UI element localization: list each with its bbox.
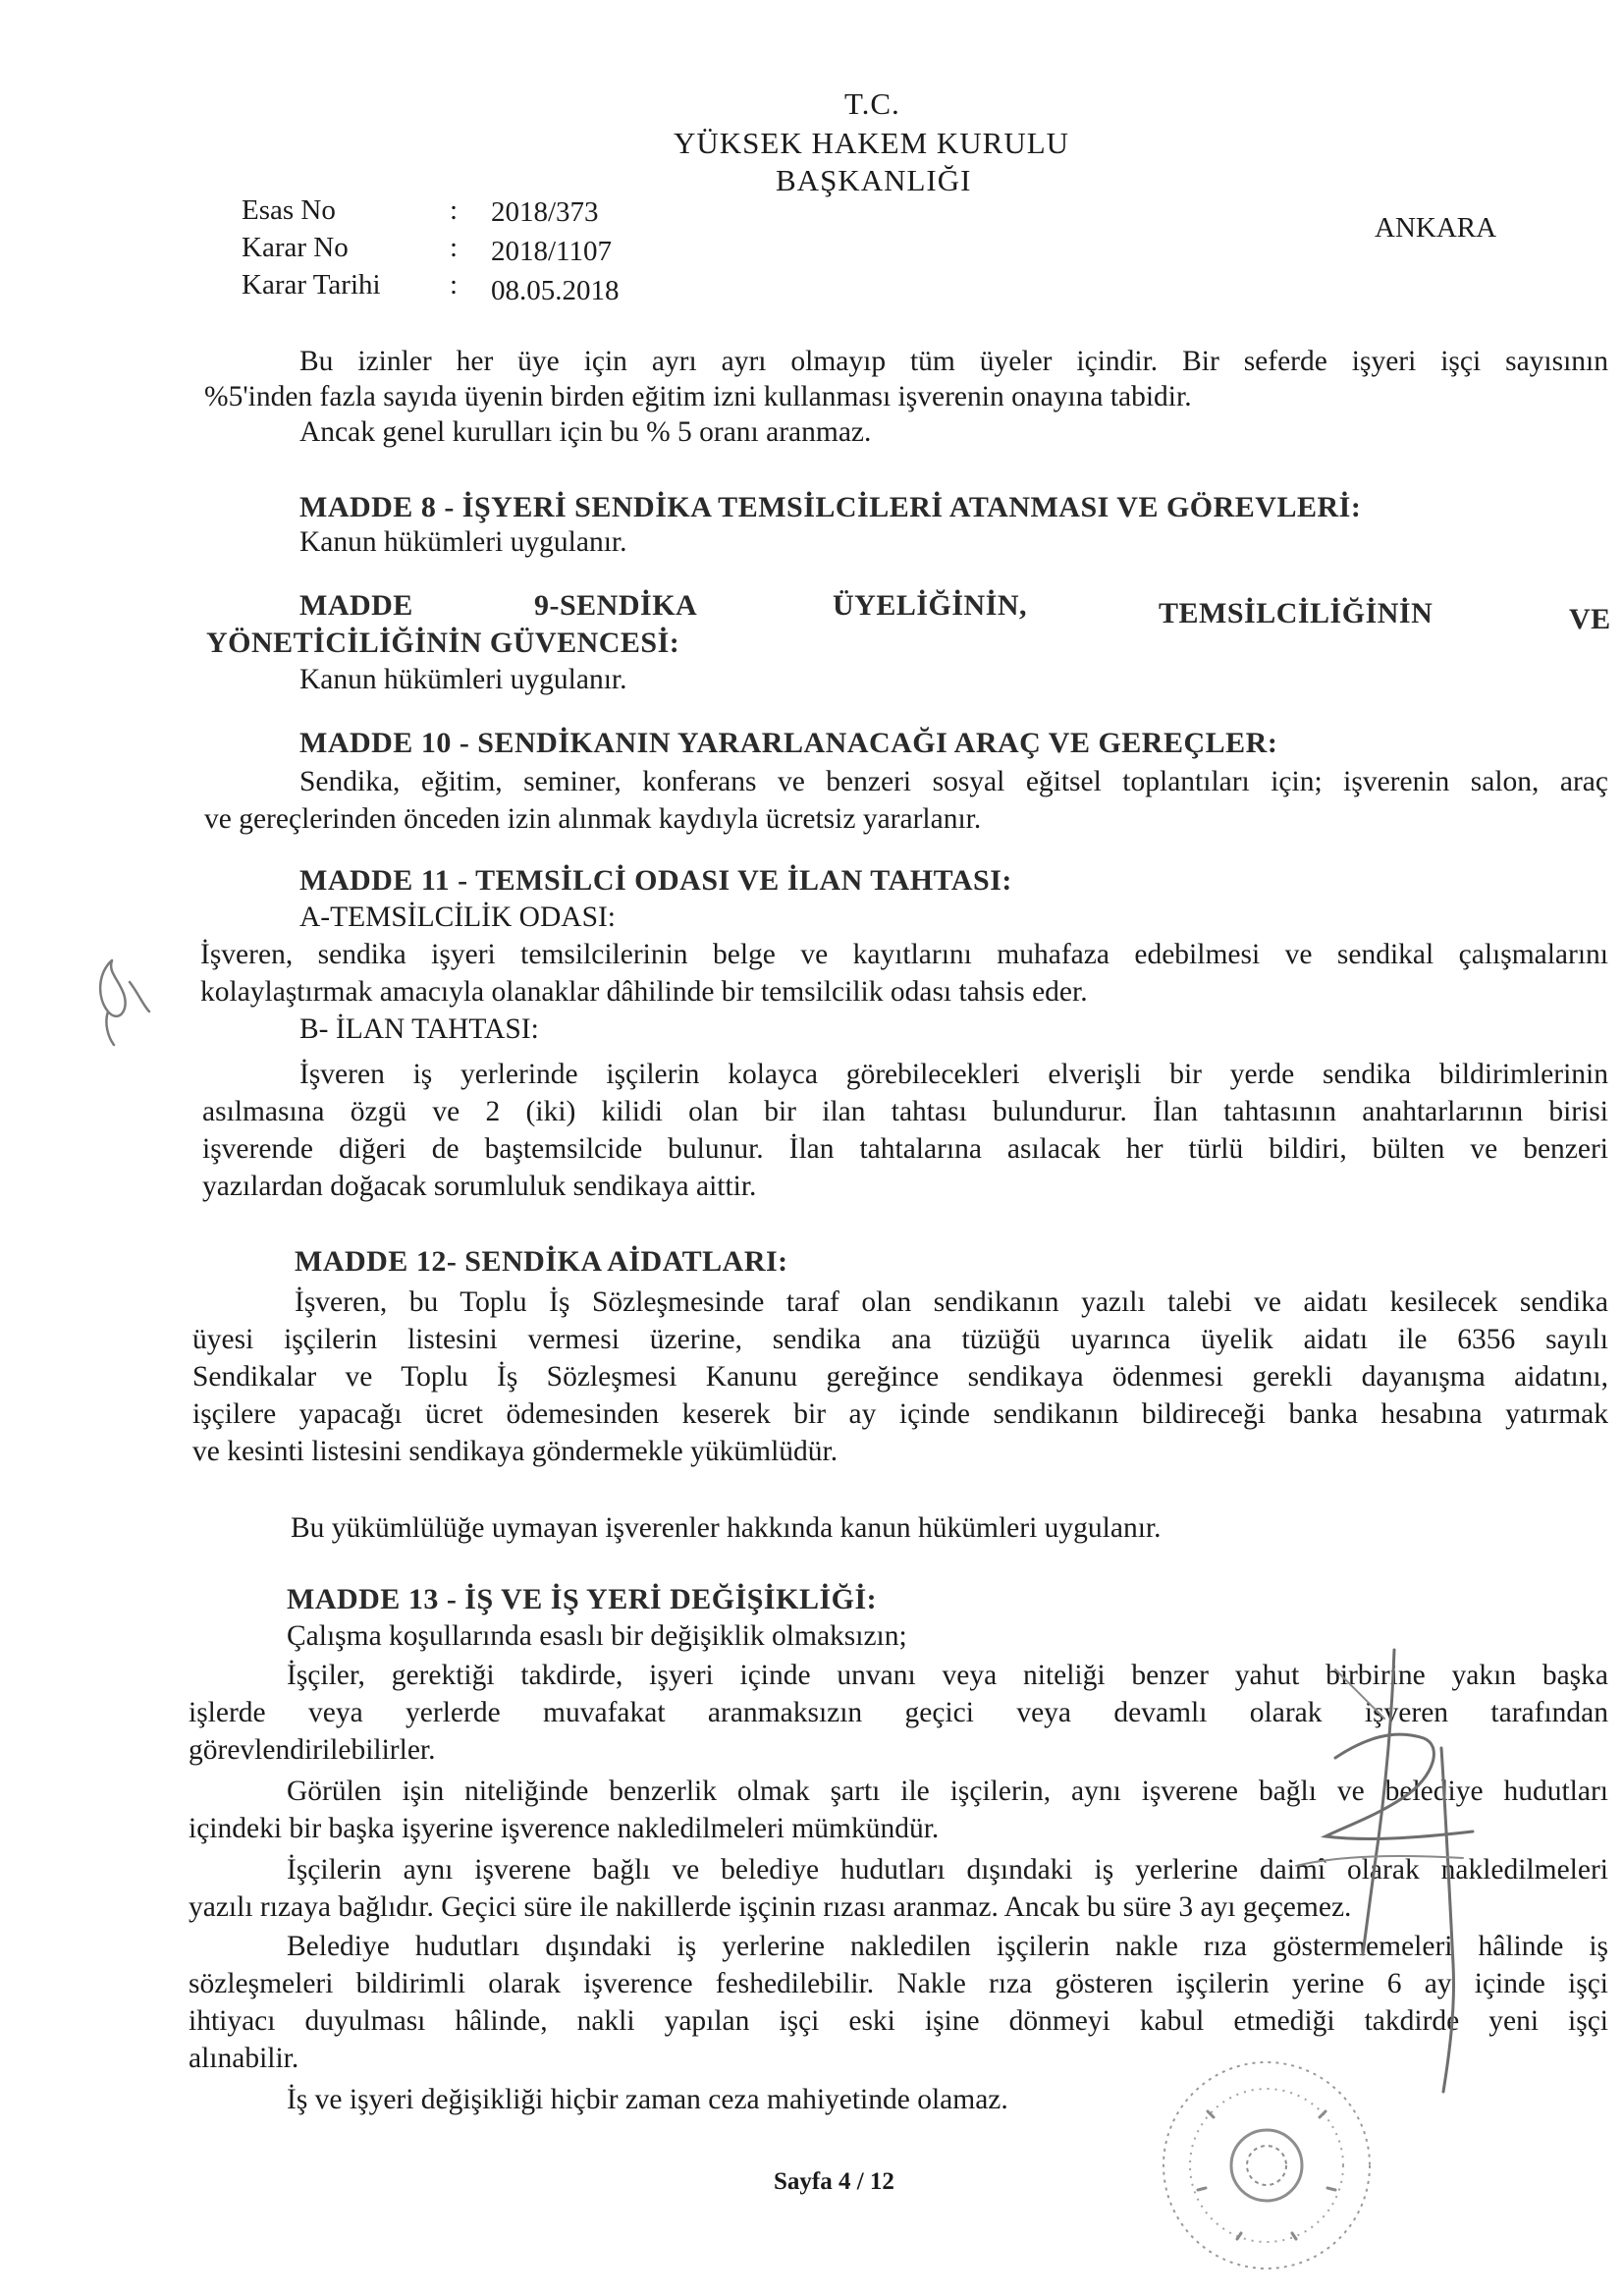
- madde-13-p5-line-2: sözleşmeleri bildirimli olarak işverence feshedilebilir. Nakle rıza gösteren işçilerin yerine 6 ay içinde işçi: [189, 1968, 1608, 1999]
- madde-11-b-line-3: işverende diğeri de baştemsilcide bulunur. İlan tahtalarına asılacak her türlü bildiri, bülten ve benzeri: [202, 1133, 1608, 1165]
- madde-13-p5-line-4: alınabilir.: [189, 2043, 299, 2074]
- madde-13-p1: Çalışma koşullarında esaslı bir değişiklik olmaksızın;: [287, 1620, 907, 1652]
- madde-11-b-line-2: asılmasına özgü ve 2 (iki) kilidi olan bir ilan tahtası bulundurur. İlan tahtasının anahtarlarının birisi: [202, 1096, 1608, 1127]
- tarih-label: Karar Tarihi: [242, 269, 381, 301]
- madde-13-heading: MADDE 13 - İŞ VE İŞ YERİ DEĞİŞİKLİĞİ:: [287, 1583, 878, 1615]
- madde-9-text: Kanun hükümleri uygulanır.: [299, 664, 627, 695]
- madde-11-b-line-4: yazılardan doğacak sorumluluk sendikaya aittir.: [202, 1171, 757, 1202]
- madde-10-line-1: Sendika, eğitim, seminer, konferans ve benzeri sosyal eğitsel toplantıları için; işverenin salon, araç: [299, 766, 1608, 797]
- intro-line-1: Bu izinler her üye için ayrı ayrı olmayıp tüm üyeler içindir. Bir seferde işyeri işçi sayısının: [299, 346, 1608, 377]
- header-country: T.C.: [844, 86, 900, 121]
- madde-8-text: Kanun hükümleri uygulanır.: [299, 526, 627, 558]
- madde-11-a-line-1: İşveren, sendika işyeri temsilcilerinin belge ve kayıtlarını muhafaza edebilmesi ve sendikal çalışmalarını: [200, 939, 1608, 970]
- madde-11-b-line-1: İşveren iş yerlerinde işçilerin kolayca görebilecekleri elverişli bir yerde sendika bildirimlerinin: [299, 1059, 1608, 1090]
- madde-13-p4-line-1: İşçilerin aynı işverene bağlı ve belediye hudutları dışındaki iş yerlerine daimî olarak nakledilmeleri: [287, 1854, 1608, 1886]
- madde-13-p2-line-2: işlerde veya yerlerde muvafakat aranmaksızın geçici veya devamlı olarak işveren tarafından: [189, 1697, 1608, 1728]
- tarih-sep: :: [450, 269, 459, 301]
- madde-11-sub-a: A-TEMSİLCİLİK ODASI:: [299, 902, 617, 933]
- header-city: ANKARA: [1375, 212, 1497, 244]
- madde-13-p4-line-2: yazılı rızaya bağlıdır. Geçici süre ile nakillerde işçinin rızası aranmaz. Ancak bu süre 3 ayı geçemez.: [189, 1891, 1352, 1923]
- madde-13-p2-line-3: görevlendirilebilirler.: [189, 1734, 436, 1766]
- madde-12-line-3: Sendikalar ve Toplu İş Sözleşmesi Kanunu gereğince sendikaya ödenmesi gerekli dayanışma aidatını,: [192, 1361, 1608, 1393]
- madde-9-heading-word: MADDE: [299, 589, 413, 622]
- stamp-icon: [1129, 2043, 1404, 2288]
- karar-value: 2018/1107: [491, 236, 612, 267]
- madde-10-line-2: ve gereçlerinden önceden izin alınmak kaydıyla ücretsiz yararlanır.: [204, 803, 982, 835]
- esas-label: Esas No: [242, 194, 336, 226]
- madde-12-line-2: üyesi işçilerin listesini vermesi üzerine, sendika ana tüzüğü uyarınca üyelik aidatı ile 6356 sayılı: [192, 1324, 1608, 1355]
- header-authority-2: BAŞKANLIĞI: [776, 163, 972, 197]
- madde-13-p5-line-3: ihtiyacı duyulması hâlinde, nakli yapılan işçi eski işine dönmeyi kabul etmediği takdirde yeni işçi: [189, 2005, 1608, 2037]
- madde-12-para-2: Bu yükümlülüğe uymayan işverenler hakkında kanun hükümleri uygulanır.: [291, 1512, 1162, 1544]
- tarih-value: 08.05.2018: [491, 275, 620, 306]
- madde-13-p3-line-1: Görülen işin niteliğinde benzerlik olmak şartı ile işçilerin, aynı işverene bağlı ve belediye hudutları: [287, 1776, 1608, 1807]
- madde-13-p6: İş ve işyeri değişikliği hiçbir zaman ceza mahiyetinde olamaz.: [287, 2084, 1008, 2115]
- madde-12-line-5: ve kesinti listesini sendikaya göndermekle yükümlüdür.: [192, 1436, 839, 1467]
- madde-13-p2-line-1: İşçiler, gerektiği takdirde, işyeri içinde unvanı veya niteliği benzer yahut birbirine yakın başka: [287, 1660, 1608, 1691]
- madde-12-heading: MADDE 12- SENDİKA AİDATLARI:: [295, 1245, 788, 1278]
- margin-initial-icon: [79, 943, 157, 1051]
- madde-9-heading-line2: YÖNETİCİLİĞİNİN GÜVENCESİ:: [206, 627, 680, 659]
- karar-label: Karar No: [242, 232, 349, 263]
- madde-9-heading-word: TEMSİLCİLİĞİNİN: [1159, 597, 1434, 629]
- madde-9-heading-word: ÜYELİĞİNİN,: [833, 589, 1028, 622]
- intro-line-3: Ancak genel kurulları için bu % 5 oranı aranmaz.: [299, 416, 872, 448]
- karar-sep: :: [450, 232, 459, 263]
- madde-12-line-1: İşveren, bu Toplu İş Sözleşmesinde taraf olan sendikanın yazılı talebi ve aidatı kesilecek sendika: [295, 1286, 1608, 1318]
- esas-sep: :: [450, 194, 459, 226]
- madde-12-line-4: işçilere yapacağı ücret ödemesinden keserek bir ay içinde sendikanın bildireceği banka hesabına yatırmak: [192, 1398, 1608, 1430]
- page-number: Sayfa 4 / 12: [774, 2168, 894, 2195]
- esas-value: 2018/373: [491, 196, 599, 228]
- madde-8-heading: MADDE 8 - İŞYERİ SENDİKA TEMSİLCİLERİ ATANMASI VE GÖREVLERİ:: [299, 491, 1362, 523]
- madde-13-p5-line-1: Belediye hudutları dışındaki iş yerlerine nakledilen işçilerin nakle rıza göstermemeleri hâlinde iş: [287, 1931, 1608, 1962]
- header-authority: YÜKSEK HAKEM KURULU: [674, 126, 1070, 160]
- madde-11-sub-b: B- İLAN TAHTASI:: [299, 1013, 539, 1045]
- madde-11-a-line-2: kolaylaştırmak amacıyla olanaklar dâhilinde bir temsilcilik odası tahsis eder.: [200, 976, 1088, 1008]
- intro-line-2: %5'inden fazla sayıda üyenin birden eğitim izni kullanması işverenin onayına tabidir.: [204, 381, 1192, 412]
- madde-9-heading-word: 9-SENDİKA: [534, 589, 698, 622]
- madde-11-heading: MADDE 11 - TEMSİLCİ ODASI VE İLAN TAHTASI:: [299, 864, 1012, 897]
- madde-10-heading: MADDE 10 - SENDİKANIN YARARLANACAĞI ARAÇ VE GEREÇLER:: [299, 727, 1278, 759]
- madde-9-heading-word: VE: [1569, 603, 1611, 635]
- madde-13-p3-line-2: içindeki bir başka işyerine işverence nakledilmeleri mümkündür.: [189, 1813, 940, 1844]
